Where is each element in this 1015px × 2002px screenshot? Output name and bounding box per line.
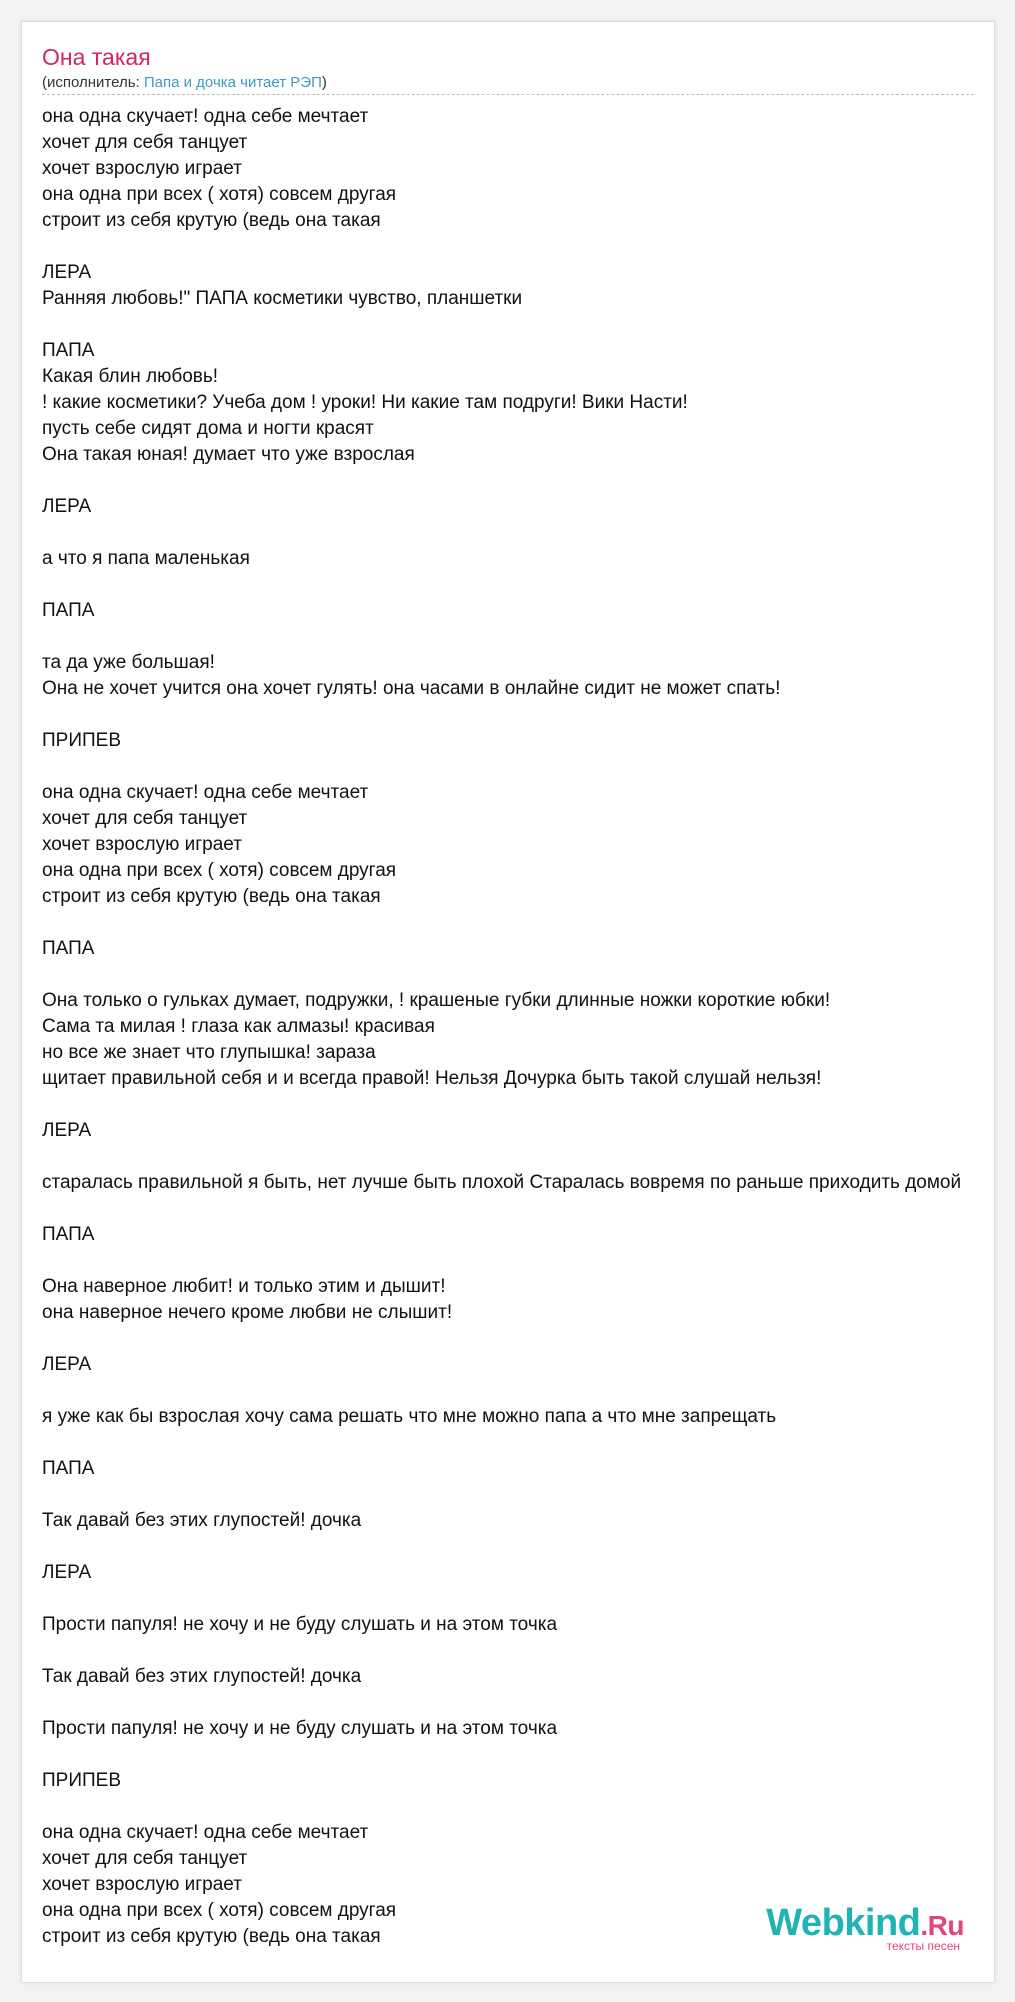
- lyric-line: строит из себя крутую (ведь она такая: [42, 210, 381, 231]
- logo-name: Webkind: [766, 1902, 921, 1944]
- lyric-line: Прости папуля! не хочу и не буду слушать и на этом точка: [42, 1718, 558, 1739]
- lyric-line: Она такая юная! думает что уже взрослая: [42, 444, 415, 465]
- lyric-line: ПАПА: [42, 1458, 95, 1479]
- lyric-line: ЛЕРА: [42, 496, 92, 517]
- lyric-line: ПРИПЕВ: [42, 730, 121, 751]
- lyric-line: [42, 910, 995, 936]
- lyric-line: Так давай без этих глупостей! дочка: [42, 1666, 362, 1687]
- artist-prefix: (исполнитель:: [42, 74, 144, 91]
- lyric-line: [42, 1794, 995, 1820]
- lyric-line: [42, 754, 995, 780]
- lyric-line: [42, 1326, 995, 1352]
- lyric-line: [42, 1196, 995, 1222]
- lyric-line: она одна скучает! одна себе мечтает: [42, 106, 369, 127]
- lyric-line: ЛЕРА: [42, 262, 92, 283]
- lyric-line: хочет взрослую играет: [42, 158, 242, 179]
- title-divider: [42, 94, 974, 95]
- lyric-line: [42, 1248, 995, 1274]
- lyric-line: Она не хочет учится она хочет гулять! она часами в онлайне сидит не может спать!: [42, 678, 781, 699]
- lyric-line: Она только о гульках думает, подружки, ! крашеные губки длинные ножки короткие юбки!: [42, 990, 831, 1011]
- lyric-line: [42, 1430, 995, 1456]
- lyric-line: ЛЕРА: [42, 1562, 92, 1583]
- lyric-line: а что я папа маленькая: [42, 548, 250, 569]
- lyric-line: [42, 1144, 995, 1170]
- lyric-line: она одна скучает! одна себе мечтает: [42, 1822, 369, 1843]
- lyric-line: ПАПА: [42, 938, 95, 959]
- lyric-line: та да уже большая!: [42, 652, 215, 673]
- lyric-line: [42, 312, 995, 338]
- lyric-line: ЛЕРА: [42, 1120, 92, 1141]
- lyric-line: пусть себе сидят дома и ногти красят: [42, 418, 374, 439]
- lyric-line: ПАПА: [42, 1224, 95, 1245]
- lyric-line: она одна при всех ( хотя) совсем другая: [42, 184, 397, 205]
- lyric-line: хочет для себя танцует: [42, 808, 248, 829]
- logo-tld: .Ru: [920, 1910, 964, 1941]
- lyric-line: она наверное нечего кроме любви не слышит!: [42, 1302, 453, 1323]
- lyric-line: Так давай без этих глупостей! дочка: [42, 1510, 362, 1531]
- lyric-line: строит из себя крутую (ведь она такая: [42, 1926, 381, 1947]
- lyric-line: Какая блин любовь!: [42, 366, 219, 387]
- lyric-line: хочет для себя танцует: [42, 1848, 248, 1869]
- lyric-line: Прости папуля! не хочу и не буду слушать и на этом точка: [42, 1614, 558, 1635]
- lyric-line: она одна скучает! одна себе мечтает: [42, 782, 369, 803]
- lyric-line: [42, 520, 995, 546]
- lyric-line: хочет для себя танцует: [42, 132, 248, 153]
- lyric-line: но все же знает что глупышка! зараза: [42, 1042, 376, 1063]
- lyric-line: [42, 1534, 995, 1560]
- song-title: Она такая: [42, 44, 151, 70]
- lyric-line: хочет взрослую играет: [42, 834, 242, 855]
- lyric-line: Она наверное любит! и только этим и дышит!: [42, 1276, 446, 1297]
- lyric-line: ПАПА: [42, 600, 95, 621]
- lyric-line: [42, 234, 995, 260]
- lyrics-body: [42, 104, 995, 1953]
- lyric-line: [42, 1586, 995, 1612]
- lyric-line: ПАПА: [42, 340, 95, 361]
- lyric-line: строит из себя крутую (ведь она такая: [42, 886, 381, 907]
- lyric-line: ЛЕРА: [42, 1354, 92, 1375]
- lyric-line: [42, 962, 995, 988]
- lyric-line: я уже как бы взрослая хочу сама решать что мне можно папа а что мне запрещать: [42, 1406, 777, 1427]
- site-logo[interactable]: [766, 1903, 964, 1952]
- lyric-line: [42, 1092, 995, 1118]
- lyric-line: [42, 572, 995, 598]
- lyric-line: щитает правильной себя и и всегда правой! Нельзя Дочурка быть такой слушай нельзя!: [42, 1068, 822, 1089]
- lyric-line: ! какие косметики? Учеба дом ! уроки! Ни какие там подруги! Вики Насти!: [42, 392, 688, 413]
- lyric-line: [42, 624, 995, 650]
- artist-link[interactable]: Папа и дочка читает РЭП: [143, 74, 322, 91]
- lyric-line: [42, 1482, 995, 1508]
- lyric-line: [42, 1378, 995, 1404]
- lyric-line: Ранняя любовь!" ПАПА косметики чувство, планшетки: [42, 288, 523, 309]
- lyric-line: хочет взрослую играет: [42, 1874, 242, 1895]
- lyric-line: она одна при всех ( хотя) совсем другая: [42, 860, 397, 881]
- lyric-line: Сама та милая ! глаза как алмазы! красивая: [42, 1016, 435, 1037]
- artist-line: [42, 73, 327, 93]
- lyrics-card: [21, 21, 995, 1983]
- lyric-line: [42, 1638, 995, 1664]
- lyric-line: она одна при всех ( хотя) совсем другая: [42, 1900, 397, 1921]
- lyric-line: [42, 468, 995, 494]
- lyric-line: [42, 1742, 995, 1768]
- artist-suffix: ): [321, 74, 327, 91]
- lyric-line: [42, 702, 995, 728]
- lyric-line: [42, 1690, 995, 1716]
- lyric-line: ПРИПЕВ: [42, 1770, 121, 1791]
- lyric-line: старалась правильной я быть, нет лучше быть плохой Старалась вовремя по раньше приходить домой: [42, 1172, 962, 1193]
- logo-tagline: тексты песен: [886, 1939, 960, 1953]
